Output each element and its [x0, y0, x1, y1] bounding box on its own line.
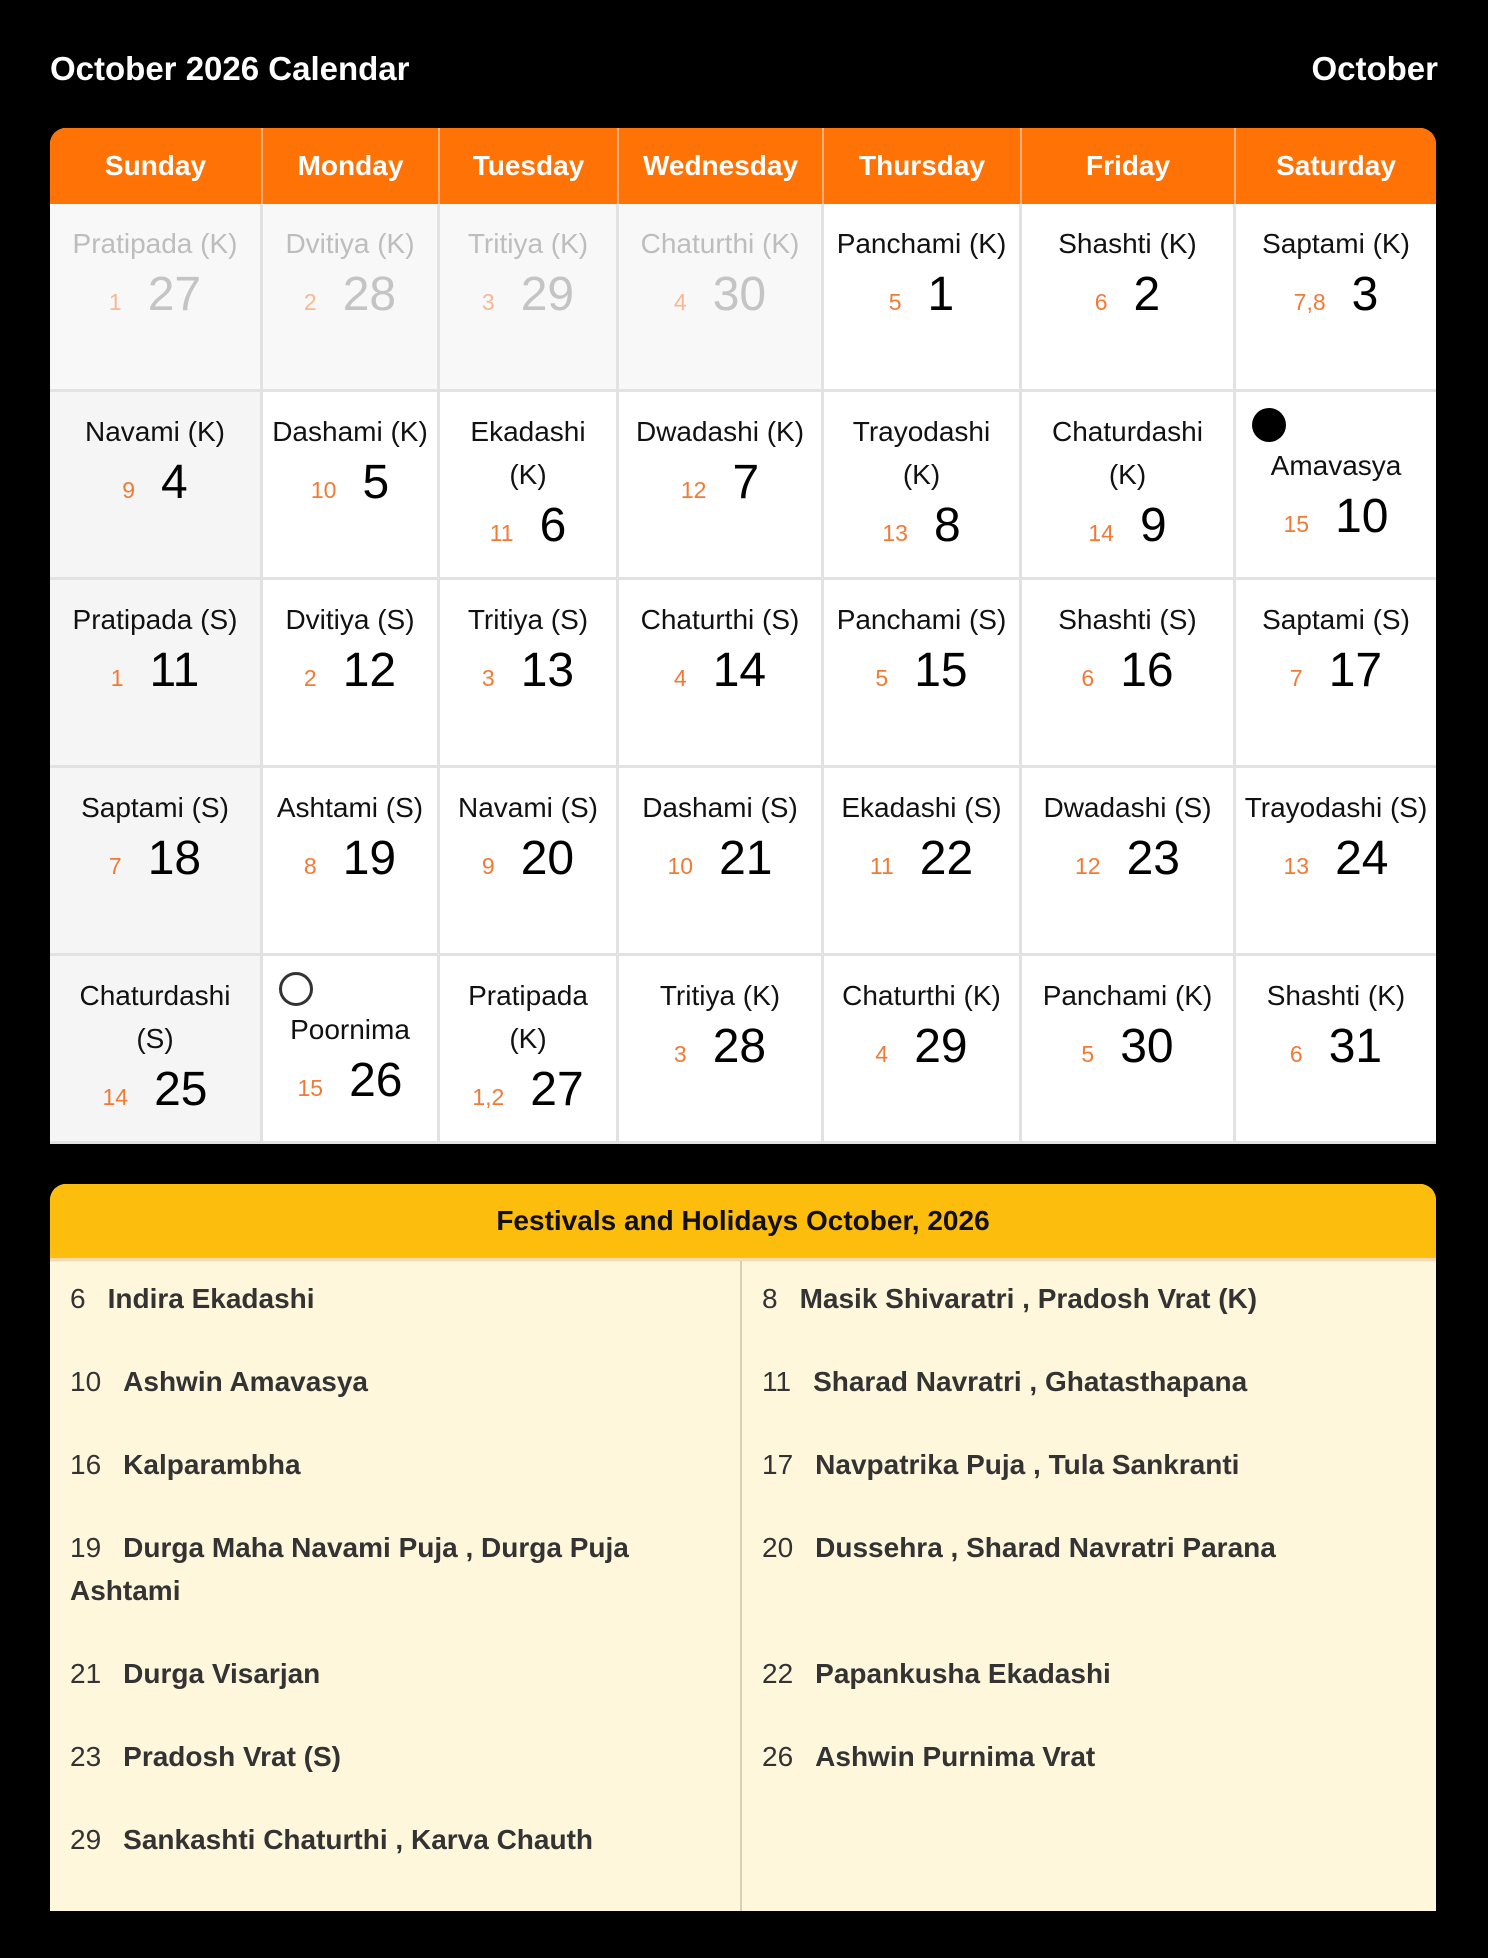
- festival-item[interactable]: [70, 1360, 720, 1403]
- day-cell[interactable]: [619, 768, 824, 956]
- day-number: 5: [362, 456, 390, 509]
- festival-name: Sharad Navratri , Ghatasthapana: [813, 1366, 1248, 1397]
- day-number: 26: [349, 1054, 403, 1107]
- festival-date: 17: [762, 1449, 794, 1480]
- tithi-label: Trayodashi (S): [1244, 792, 1428, 823]
- day-number: 10: [1335, 490, 1389, 543]
- festival-name: Indira Ekadashi: [107, 1283, 315, 1314]
- day-number: 27: [530, 1063, 584, 1116]
- tithi-number: 5: [875, 665, 889, 691]
- page-title: October 2026 Calendar: [50, 50, 410, 87]
- weekday-monday: Monday: [263, 128, 440, 204]
- day-cell[interactable]: [1236, 580, 1436, 768]
- day-number: 11: [149, 644, 200, 697]
- tithi-label: Dwadashi (S): [1043, 792, 1212, 823]
- festival-item[interactable]: [70, 1443, 720, 1486]
- tithi-label: Saptami (S): [81, 792, 229, 823]
- festival-date: 16: [70, 1449, 102, 1480]
- day-number: 2: [1133, 268, 1161, 321]
- tithi-label: Dvitiya (K): [285, 228, 415, 259]
- tithi-label: Navami (K): [84, 416, 225, 447]
- tithi-label: Chaturthi (K): [842, 980, 1001, 1011]
- day-number: 28: [342, 268, 397, 321]
- festival-item[interactable]: [762, 1652, 1416, 1695]
- day-number: 31: [1328, 1020, 1383, 1073]
- weekday-saturday: Saturday: [1276, 150, 1396, 181]
- day-cell[interactable]: [440, 392, 619, 580]
- festival-name: Navpatrika Puja , Tula Sankranti: [815, 1449, 1240, 1480]
- tithi-label: Chaturthi (S): [640, 604, 800, 635]
- tithi-number: 1: [110, 665, 124, 691]
- tithi-number: 2: [303, 289, 317, 315]
- festival-item[interactable]: [70, 1652, 720, 1695]
- festival-name: Masik Shivaratri , Pradosh Vrat (K): [799, 1283, 1258, 1314]
- festival-date: 6: [70, 1283, 86, 1314]
- tithi-number: 9: [481, 853, 495, 879]
- tithi-label: Shashti (K): [1266, 980, 1406, 1011]
- tithi-label: Panchami (K): [836, 228, 1007, 259]
- tithi-label: Panchami (S): [836, 604, 1007, 635]
- tithi-number: 4: [673, 289, 687, 315]
- festival-name: Pradosh Vrat (S): [123, 1741, 341, 1772]
- festival-date: 10: [70, 1366, 102, 1397]
- calendar-grid: [50, 128, 1436, 1144]
- festivals-right-column: [742, 1261, 1436, 1911]
- day-number: 20: [520, 832, 575, 885]
- tithi-number: 4: [673, 665, 687, 691]
- day-number: 12: [342, 644, 397, 697]
- day-number: 29: [520, 268, 575, 321]
- festival-date: 8: [762, 1283, 778, 1314]
- festival-name: Sankashti Chaturthi , Karva Chauth: [123, 1824, 594, 1855]
- tithi-number: 1,2: [472, 1084, 505, 1110]
- day-number: 3: [1351, 268, 1379, 321]
- day-cell[interactable]: [1236, 768, 1436, 956]
- day-cell[interactable]: [824, 956, 1022, 1144]
- tithi-label: Saptami (K): [1262, 228, 1410, 259]
- festival-date: 19: [70, 1532, 102, 1563]
- tithi-number: 5: [888, 289, 902, 315]
- tithi-number: 3: [673, 1041, 687, 1067]
- tithi-label: Ashtami (S): [276, 792, 424, 823]
- day-cell[interactable]: [263, 392, 440, 580]
- tithi-label: Tritiya (K): [659, 980, 781, 1011]
- tithi-number: 3: [481, 665, 495, 691]
- tithi-number: 13: [1283, 853, 1310, 879]
- day-cell[interactable]: [824, 204, 1022, 392]
- festival-date: 23: [70, 1741, 102, 1772]
- tithi-label: Shashti (K): [1058, 228, 1197, 259]
- day-cell[interactable]: [50, 392, 263, 580]
- tithi-number: 1: [108, 289, 122, 315]
- festival-date: 21: [70, 1658, 102, 1689]
- tithi-number: 2: [303, 665, 317, 691]
- day-cell[interactable]: [263, 580, 440, 768]
- tithi-label: Navami (S): [457, 792, 598, 823]
- day-number: 6: [539, 499, 567, 552]
- festival-name: Kalparambha: [123, 1449, 301, 1480]
- festival-item[interactable]: [762, 1443, 1416, 1486]
- day-number: 22: [919, 832, 974, 885]
- festival-name: Ashwin Purnima Vrat: [815, 1741, 1096, 1772]
- tithi-label: Amavasya: [1270, 450, 1402, 481]
- festival-item[interactable]: [70, 1818, 720, 1861]
- day-cell[interactable]: [1022, 768, 1236, 956]
- day-cell[interactable]: [1022, 204, 1236, 392]
- tithi-number: 11: [489, 520, 514, 546]
- day-number: 29: [914, 1020, 968, 1073]
- tithi-number: 7: [1289, 665, 1303, 691]
- day-cell[interactable]: [50, 204, 263, 392]
- tithi-number: 6: [1289, 1041, 1303, 1067]
- tithi-number: 8: [303, 853, 317, 879]
- day-number: 18: [147, 832, 202, 885]
- festival-item[interactable]: [70, 1277, 720, 1320]
- day-cell[interactable]: [263, 956, 440, 1144]
- festival-item[interactable]: [762, 1526, 1416, 1569]
- tithi-number: 4: [875, 1041, 889, 1067]
- tithi-label: Chaturdashi (S): [79, 980, 231, 1054]
- festival-name: Durga Visarjan: [123, 1658, 321, 1689]
- tithi-number: 10: [667, 853, 694, 879]
- tithi-number: 14: [102, 1084, 129, 1110]
- tithi-label: Ekadashi (S): [841, 792, 1002, 823]
- tithi-number: 5: [1081, 1041, 1095, 1067]
- festival-date: 29: [70, 1824, 102, 1855]
- tithi-label: Chaturdashi (K): [1052, 416, 1203, 490]
- tithi-label: Pratipada (K): [468, 980, 588, 1054]
- day-cell[interactable]: [1022, 956, 1236, 1144]
- tithi-number: 12: [680, 477, 707, 503]
- calendar-body: [50, 204, 1436, 1144]
- tithi-number: 12: [1075, 853, 1101, 879]
- day-number: 4: [161, 456, 188, 509]
- day-number: 1: [927, 268, 955, 321]
- festival-name: Dussehra , Sharad Navratri Parana: [815, 1532, 1276, 1563]
- tithi-label: Shashti (S): [1058, 604, 1197, 635]
- festivals-panel: [50, 1184, 1436, 1911]
- month-label: October: [1311, 50, 1438, 87]
- day-cell[interactable]: [619, 392, 824, 580]
- tithi-label: Pratipada (S): [72, 604, 238, 635]
- day-cell[interactable]: [440, 768, 619, 956]
- festival-name: Papankusha Ekadashi: [815, 1658, 1111, 1689]
- tithi-label: Dashami (S): [642, 792, 798, 823]
- day-number: 15: [914, 644, 968, 697]
- tithi-label: Dashami (K): [272, 416, 428, 447]
- weekday-thursday: Thursday: [824, 128, 1022, 204]
- day-cell[interactable]: [824, 768, 1022, 956]
- festival-date: 11: [762, 1366, 792, 1397]
- day-cell[interactable]: [1022, 580, 1236, 768]
- tithi-label: Tritiya (S): [467, 604, 589, 635]
- tithi-number: 7,8: [1293, 289, 1326, 315]
- tithi-label: Chaturthi (K): [640, 228, 800, 259]
- tithi-label: Saptami (S): [1262, 604, 1410, 635]
- tithi-label: Dvitiya (S): [285, 604, 415, 635]
- day-number: 27: [147, 268, 202, 321]
- day-number: 30: [712, 268, 767, 321]
- tithi-label: Panchami (K): [1042, 980, 1213, 1011]
- day-cell[interactable]: [440, 956, 619, 1144]
- day-cell[interactable]: [263, 204, 440, 392]
- weekday-wednesday: Wednesday: [619, 128, 824, 204]
- festival-item[interactable]: [762, 1277, 1416, 1320]
- festival-item[interactable]: [70, 1526, 720, 1612]
- day-cell[interactable]: [50, 580, 263, 768]
- day-cell[interactable]: [619, 956, 824, 1144]
- tithi-number: 11: [869, 853, 894, 879]
- day-number: 14: [712, 644, 767, 697]
- tithi-label: Ekadashi (K): [470, 416, 586, 490]
- tithi-number: 7: [108, 853, 122, 879]
- day-cell[interactable]: [263, 768, 440, 956]
- day-number: 7: [732, 456, 760, 509]
- tithi-number: 15: [1283, 511, 1310, 537]
- festival-date: 22: [762, 1658, 794, 1689]
- day-cell[interactable]: [619, 204, 824, 392]
- tithi-number: 13: [882, 520, 908, 546]
- festival-name: Durga Maha Navami Puja , Durga Puja Ashtami: [70, 1532, 629, 1606]
- tithi-number: 14: [1088, 520, 1114, 546]
- festivals-left-column: [50, 1261, 742, 1911]
- day-cell[interactable]: [440, 580, 619, 768]
- day-cell[interactable]: [824, 580, 1022, 768]
- day-cell[interactable]: [50, 956, 263, 1144]
- weekday-friday: Friday: [1022, 128, 1236, 204]
- tithi-label: Dwadashi (K): [635, 416, 805, 447]
- tithi-number: 9: [122, 477, 136, 503]
- day-number: 25: [154, 1063, 208, 1116]
- day-number: 13: [520, 644, 575, 697]
- tithi-number: 6: [1081, 665, 1095, 691]
- festivals-title: Festivals and Holidays October, 2026: [50, 1184, 1436, 1261]
- weekday-tuesday: Tuesday: [440, 128, 619, 204]
- day-number: 21: [719, 832, 773, 885]
- festival-date: 20: [762, 1532, 794, 1563]
- festival-item[interactable]: [762, 1360, 1416, 1403]
- day-number: 19: [342, 832, 397, 885]
- tithi-number: 6: [1094, 289, 1108, 315]
- tithi-number: 15: [297, 1075, 324, 1101]
- day-cell[interactable]: [1236, 204, 1436, 392]
- festival-item[interactable]: [762, 1735, 1416, 1778]
- day-number: 9: [1139, 499, 1167, 552]
- day-cell[interactable]: [1022, 392, 1236, 580]
- festival-name: Ashwin Amavasya: [123, 1366, 369, 1397]
- day-number: 17: [1328, 644, 1383, 697]
- day-cell[interactable]: [824, 392, 1022, 580]
- festival-item[interactable]: [70, 1735, 720, 1778]
- day-cell[interactable]: [440, 204, 619, 392]
- day-cell[interactable]: [619, 580, 824, 768]
- new-moon-icon: [1252, 408, 1286, 442]
- day-number: 28: [712, 1020, 767, 1073]
- tithi-label: Poornima: [290, 1014, 410, 1045]
- day-cell[interactable]: [1236, 392, 1436, 580]
- day-number: 23: [1126, 832, 1180, 885]
- tithi-label: Tritiya (K): [467, 228, 589, 259]
- day-cell[interactable]: [50, 768, 263, 956]
- full-moon-icon: [279, 972, 313, 1006]
- title-bar: [50, 46, 1438, 92]
- weekday-sunday: Sunday: [50, 128, 263, 204]
- day-number: 8: [933, 499, 961, 552]
- day-number: 16: [1120, 644, 1174, 697]
- tithi-label: Pratipada (K): [72, 228, 238, 259]
- day-cell[interactable]: [1236, 956, 1436, 1144]
- day-number: 24: [1335, 832, 1389, 885]
- tithi-label: Trayodashi (K): [852, 416, 991, 490]
- tithi-number: 10: [310, 477, 337, 503]
- festival-date: 26: [762, 1741, 794, 1772]
- tithi-number: 3: [481, 289, 495, 315]
- day-number: 30: [1120, 1020, 1174, 1073]
- weekday-header: [50, 128, 1436, 204]
